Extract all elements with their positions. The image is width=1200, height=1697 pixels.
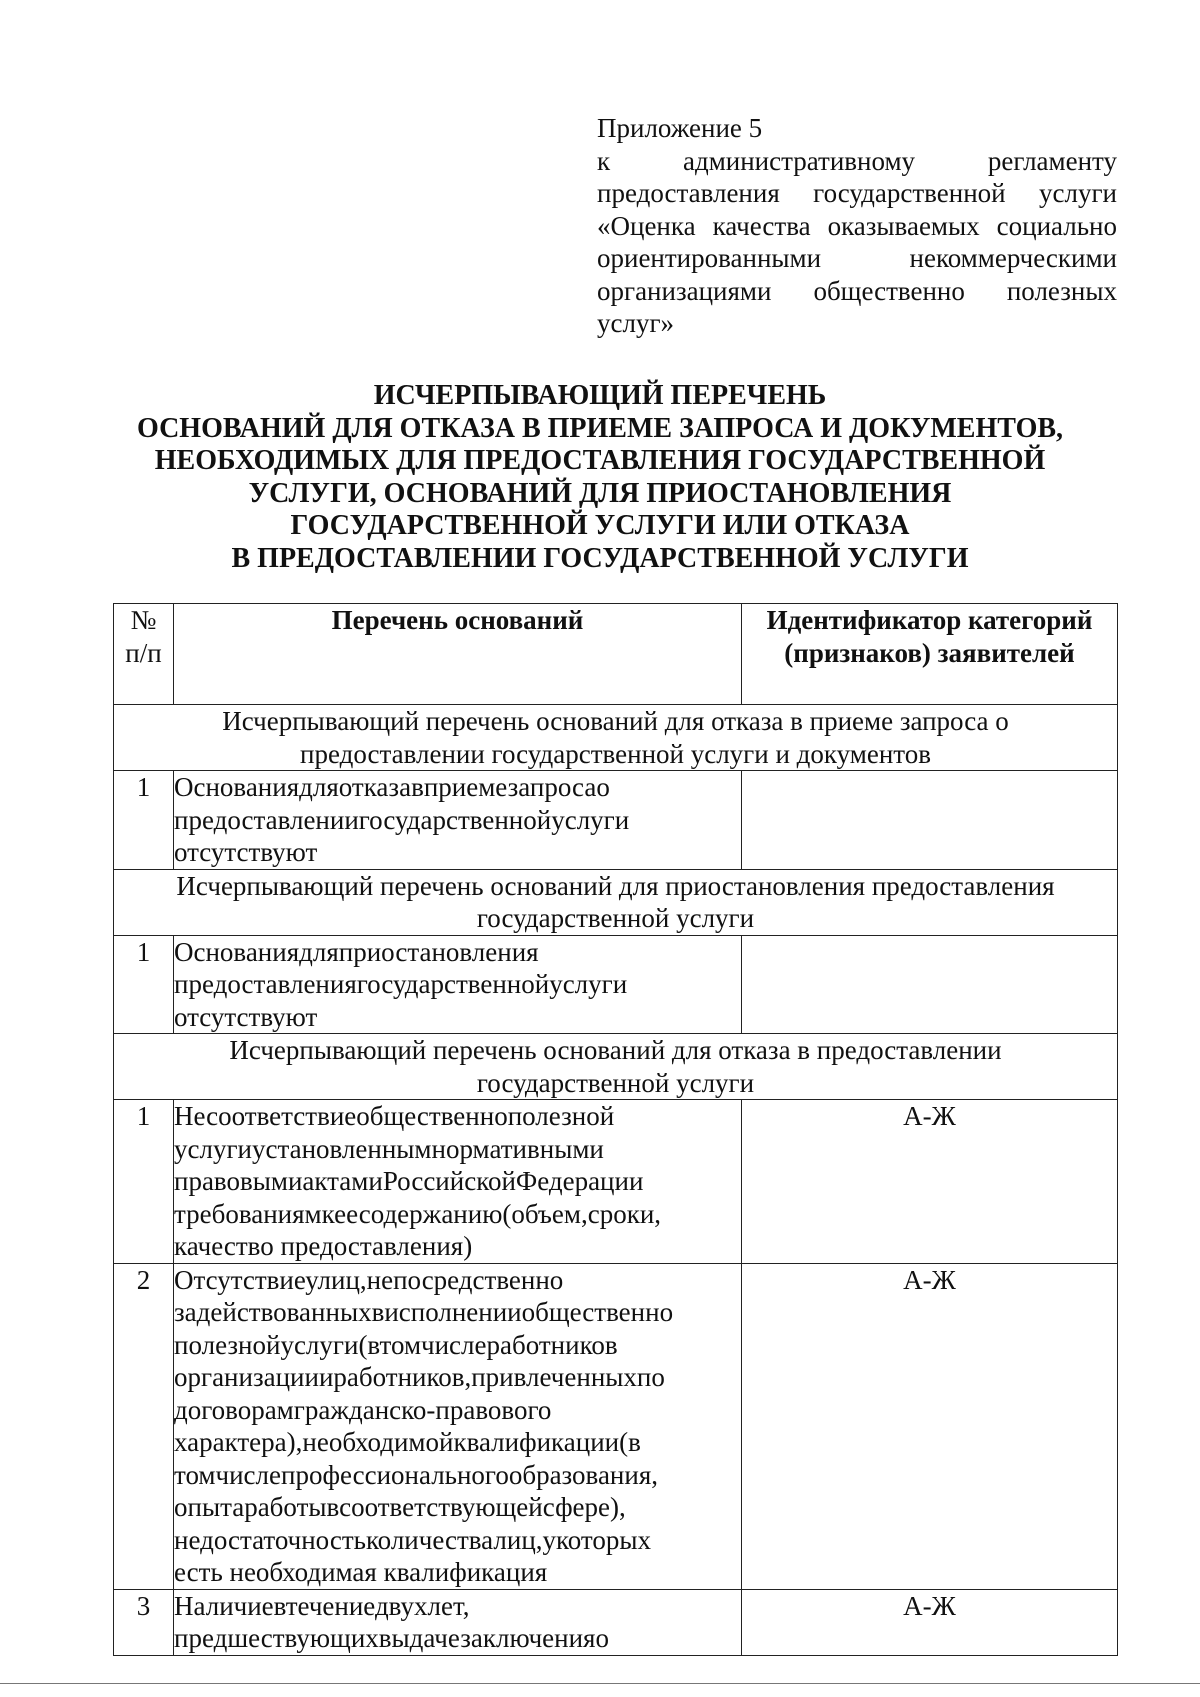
row-text-line: предоставлениигосударственнойуслуги <box>174 804 630 835</box>
header-number <box>114 604 174 705</box>
row-text-line: договорамгражданско-правового <box>174 1394 552 1425</box>
section-title-line: государственной услуги <box>476 903 755 933</box>
title-line: ОСНОВАНИЙ ДЛЯ ОТКАЗА В ПРИЕМЕ ЗАПРОСА И ДОКУМЕНТОВ, <box>136 412 1064 444</box>
document-title <box>0 380 1200 575</box>
section-row <box>114 1034 1118 1100</box>
row-text-line: Наличиевтечениедвухлет, <box>174 1590 470 1621</box>
row-number: 1 <box>114 1100 174 1264</box>
row-text-line: предоставлениягосударственнойуслуги <box>174 969 628 999</box>
row-text-line: услугиустановленнымнормативными <box>174 1133 604 1164</box>
row-text-line: отсутствуют <box>174 1001 318 1032</box>
appendix-line: к административному регламенту <box>597 145 1117 176</box>
header-category <box>742 604 1118 705</box>
row-category <box>742 771 1118 870</box>
row-text-line: есть необходимая квалификация <box>174 1557 548 1587</box>
header-number-line: № <box>130 605 157 635</box>
header-category-line: (признаков) заявителей <box>784 637 1075 668</box>
row-text <box>174 1589 742 1655</box>
appendix-block <box>597 112 1117 340</box>
section-title-line: государственной услуги <box>476 1067 755 1098</box>
section-row <box>114 705 1118 771</box>
row-text-line: Основаниядляотказавприемезапросао <box>174 772 610 802</box>
appendix-line: Приложение 5 <box>597 113 763 143</box>
row-number: 1 <box>114 935 174 1034</box>
title-line: УСЛУГИ, ОСНОВАНИЙ ДЛЯ ПРИОСТАНОВЛЕНИЯ <box>248 477 952 509</box>
row-text-line: требованиямкеесодержанию(объем,сроки, <box>174 1198 662 1229</box>
table-row <box>114 1589 1118 1655</box>
table-row <box>114 771 1118 870</box>
section-title-line: Исчерпывающий перечень оснований для отказа в приеме запроса о <box>222 706 1009 736</box>
grounds-table <box>113 603 1118 1656</box>
appendix-line: «Оценка качества оказываемых социально <box>597 210 1117 241</box>
row-text-line: Отсутствиеулиц,непосредственно <box>174 1264 564 1295</box>
table-header-row <box>114 604 1118 705</box>
section-title <box>114 869 1118 935</box>
section-title-line: Исчерпывающий перечень оснований для приостановления предоставления <box>176 870 1055 901</box>
table-row <box>114 935 1118 1034</box>
row-text-line: правовымиактамиРоссийскойФедерации <box>174 1166 644 1196</box>
row-text <box>174 935 742 1034</box>
row-text-line: отсутствуют <box>174 837 318 867</box>
section-row <box>114 869 1118 935</box>
row-number: 2 <box>114 1263 174 1589</box>
title-line: В ПРЕДОСТАВЛЕНИИ ГОСУДАРСТВЕННОЙ УСЛУГИ <box>231 542 969 574</box>
row-number: 1 <box>114 771 174 870</box>
row-text-line: предшествующихвыдачезаключенияо <box>174 1623 609 1653</box>
page-edge-line <box>0 1683 1200 1684</box>
row-text-line: организациииработников,привлеченныхпо <box>174 1362 665 1392</box>
row-text <box>174 771 742 870</box>
row-text-line: характера),необходимойквалификации(в <box>174 1427 641 1457</box>
appendix-line: организациями общественно полезных <box>597 275 1117 306</box>
table-row <box>114 1263 1118 1589</box>
row-text-line: опытаработывсоответствующейсфере), <box>174 1492 626 1522</box>
title-line: ГОСУДАРСТВЕННОЙ УСЛУГИ ИЛИ ОТКАЗА <box>290 510 910 541</box>
section-title-line: предоставлении государственной услуги и документов <box>300 738 931 769</box>
row-text <box>174 1100 742 1264</box>
row-text-line: томчислепрофессиональногообразования, <box>174 1459 659 1490</box>
title-line: ИСЧЕРПЫВАЮЩИЙ ПЕРЕЧЕНЬ <box>373 380 827 411</box>
header-number-line: п/п <box>125 637 162 668</box>
row-text-line: качество предоставления) <box>174 1231 473 1261</box>
appendix-line: предоставления государственной услуги <box>597 178 1117 208</box>
header-reasons: Перечень оснований <box>174 604 742 705</box>
row-category: А-Ж <box>742 1263 1118 1589</box>
row-text <box>174 1263 742 1589</box>
row-text-line: Несоответствиеобщественнополезной <box>174 1101 615 1131</box>
title-line: НЕОБХОДИМЫХ ДЛЯ ПРЕДОСТАВЛЕНИЯ ГОСУДАРСТВЕННОЙ <box>154 445 1046 476</box>
appendix-line: услуг» <box>597 308 675 338</box>
section-title <box>114 705 1118 771</box>
table-row <box>114 1100 1118 1264</box>
row-category: А-Ж <box>742 1100 1118 1264</box>
row-category: А-Ж <box>742 1589 1118 1655</box>
row-text-line: Основаниядляприостановления <box>174 936 539 967</box>
row-text-line: недостаточностьколичествалиц,укоторых <box>174 1524 651 1555</box>
appendix-line: ориентированными некоммерческими <box>597 243 1117 273</box>
section-title-line: Исчерпывающий перечень оснований для отказа в предоставлении <box>229 1035 1002 1065</box>
row-text-line: полезнойуслуги(втомчислеработников <box>174 1329 618 1360</box>
row-text-line: задействованныхвисполненииобщественно <box>174 1297 674 1327</box>
section-title <box>114 1034 1118 1100</box>
row-number: 3 <box>114 1589 174 1655</box>
header-category-line: Идентификатор категорий <box>766 605 1093 635</box>
row-category <box>742 935 1118 1034</box>
